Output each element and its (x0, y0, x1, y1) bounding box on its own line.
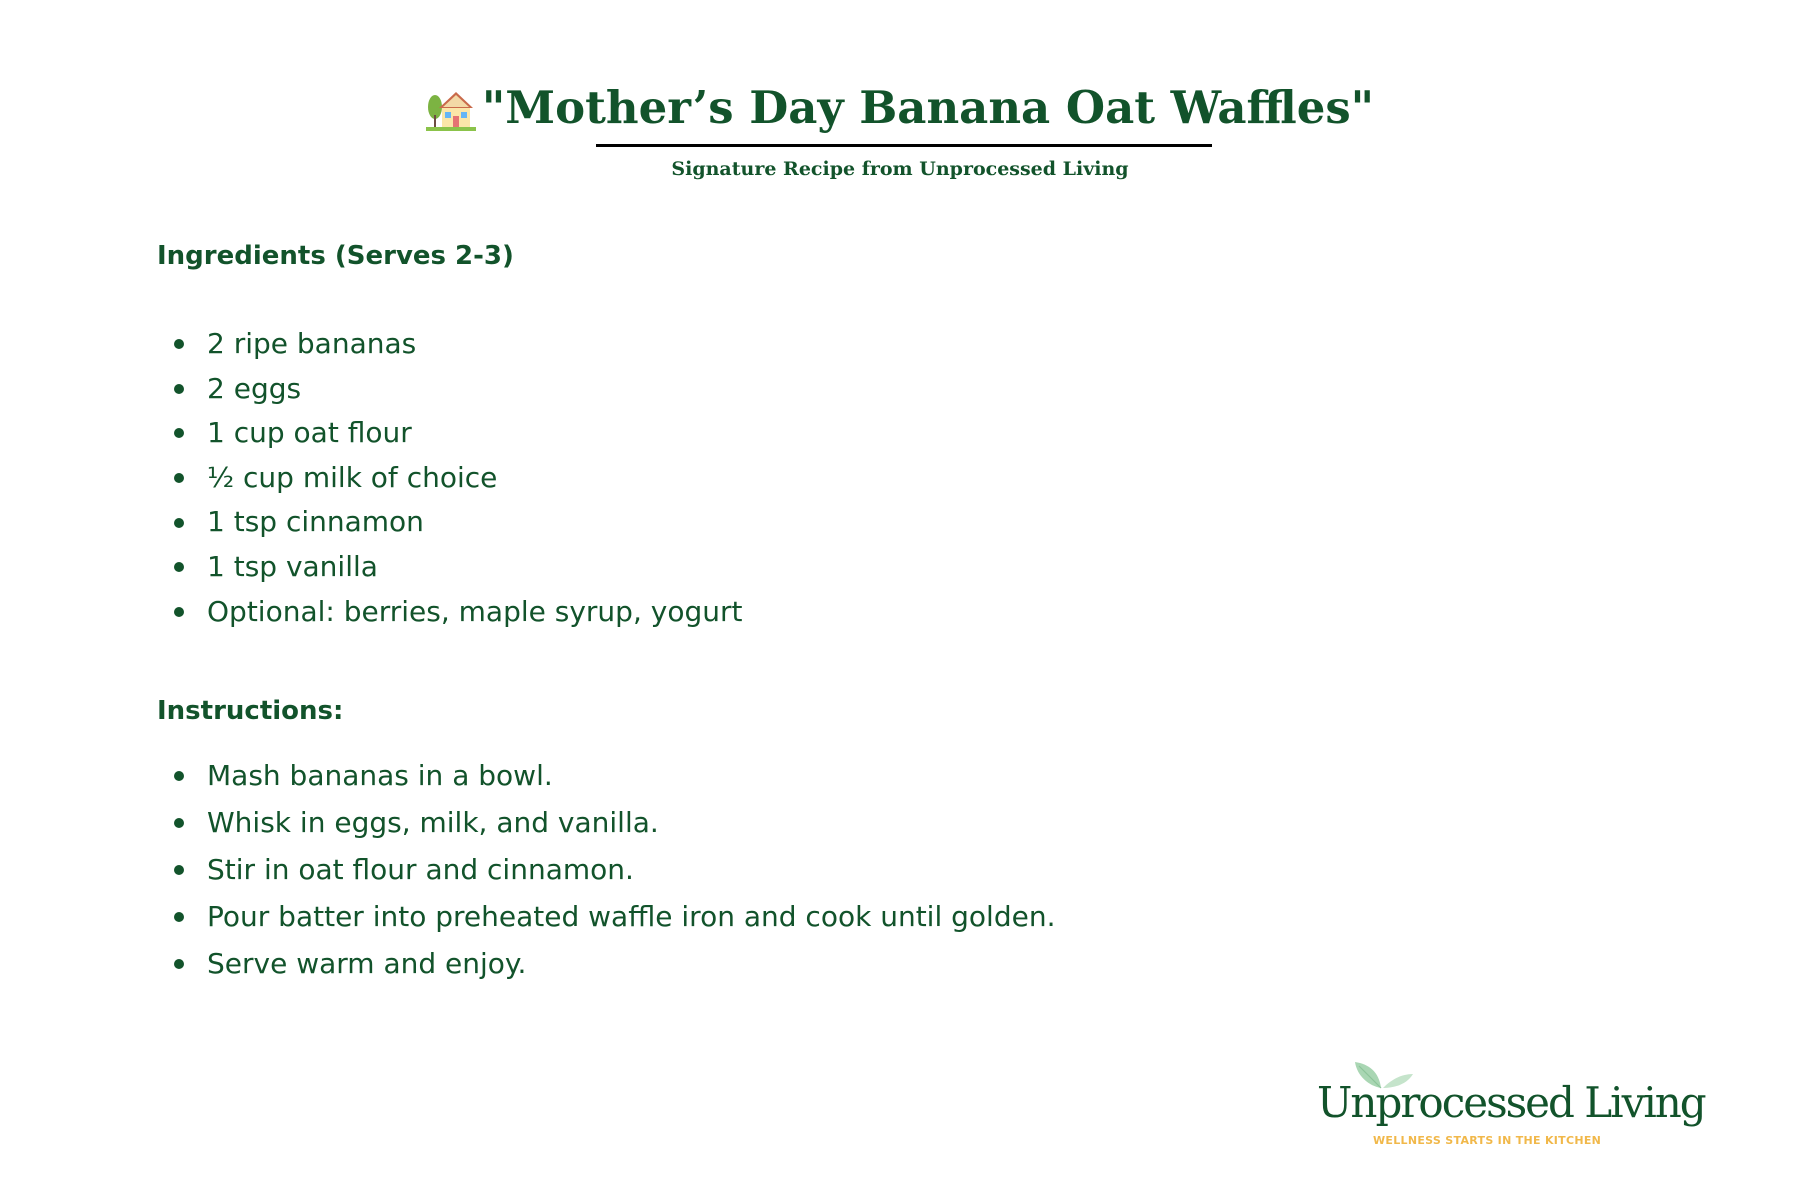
ingredient-item: 2 eggs (157, 367, 742, 412)
recipe-title-row (426, 78, 1374, 138)
brand-tagline: WELLNESS STARTS IN THE KITCHEN (1373, 1134, 1602, 1147)
instructions-heading: Instructions: (157, 696, 344, 726)
ingredients-heading: Ingredients (Serves 2-3) (157, 241, 514, 271)
instructions-list (157, 752, 1055, 987)
title-block (0, 78, 1800, 138)
house-with-garden-icon (426, 85, 476, 131)
ingredients-list (157, 322, 742, 634)
ingredient-item: 1 cup oat flour (157, 411, 742, 456)
bullet-icon (174, 607, 184, 617)
recipe-title: "Mother’s Day Banana Oat Waffles" (481, 81, 1375, 134)
bullet-icon (174, 428, 184, 438)
bullet-icon (174, 959, 184, 969)
ingredient-item: 1 tsp vanilla (157, 545, 742, 590)
brand-logo (1315, 1058, 1705, 1148)
bullet-icon (174, 865, 184, 875)
ingredient-item: Optional: berries, maple syrup, yogurt (157, 590, 742, 635)
bullet-icon (174, 339, 184, 349)
instruction-step: Stir in oat flour and cinnamon. (157, 846, 1055, 893)
bullet-icon (174, 912, 184, 922)
ingredient-item: 1 tsp cinnamon (157, 500, 742, 545)
bullet-icon (174, 473, 184, 483)
brand-name: Unprocessed Living (1317, 1078, 1705, 1127)
ingredient-item: ½ cup milk of choice (157, 456, 742, 501)
bullet-icon (174, 384, 184, 394)
ingredient-item: 2 ripe bananas (157, 322, 742, 367)
bullet-icon (174, 562, 184, 572)
title-underline (596, 144, 1212, 147)
instruction-step: Whisk in eggs, milk, and vanilla. (157, 799, 1055, 846)
bullet-icon (174, 518, 184, 528)
instruction-step: Pour batter into preheated waffle iron and cook until golden. (157, 893, 1055, 940)
recipe-subtitle: Signature Recipe from Unprocessed Living (671, 158, 1129, 180)
bullet-icon (174, 771, 184, 781)
bullet-icon (174, 818, 184, 828)
instruction-step: Serve warm and enjoy. (157, 940, 1055, 987)
instruction-step: Mash bananas in a bowl. (157, 752, 1055, 799)
